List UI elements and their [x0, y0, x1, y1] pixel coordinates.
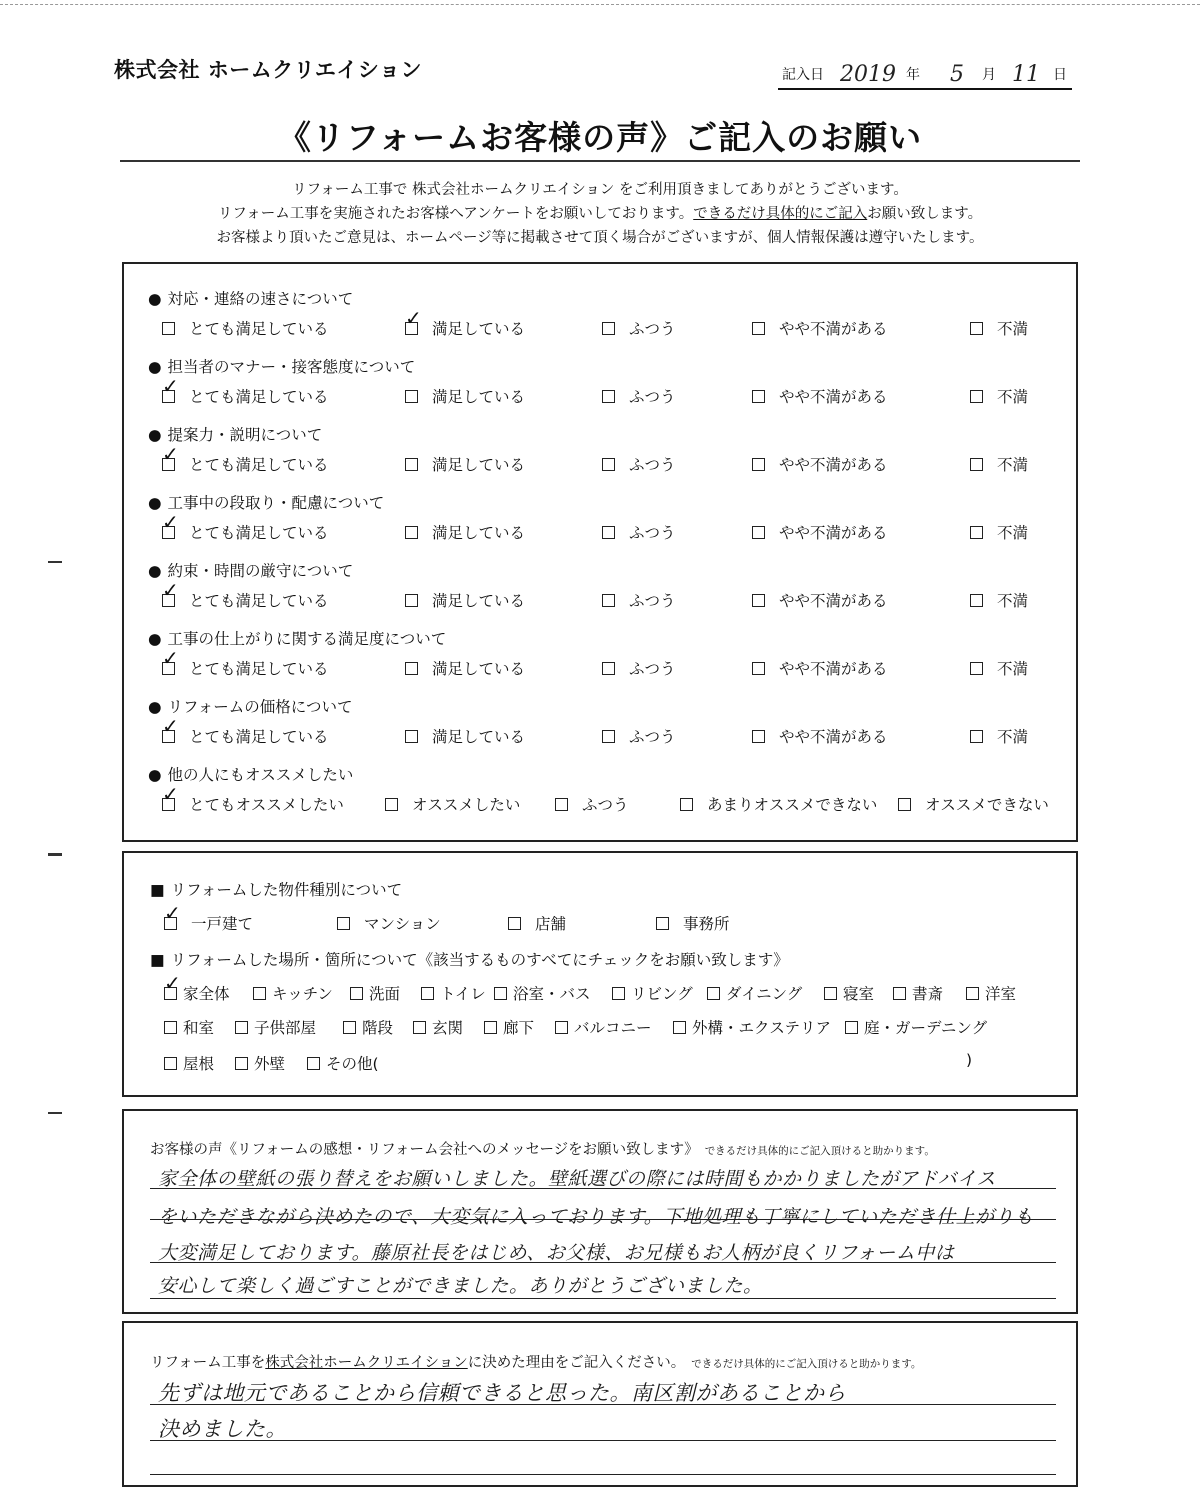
- option-label: 外構・エクステリア: [692, 1019, 832, 1037]
- checked-checkbox[interactable]: [405, 322, 418, 335]
- option-label: 外壁: [254, 1055, 286, 1073]
- scan-mark: [48, 853, 62, 856]
- location-option[interactable]: [164, 982, 230, 1004]
- property-type-title: ■ リフォームした物件種別について: [150, 878, 402, 900]
- checkbox[interactable]: [970, 390, 983, 403]
- checkbox[interactable]: [555, 1021, 568, 1034]
- question-option[interactable]: [162, 793, 344, 815]
- checkbox[interactable]: [405, 526, 418, 539]
- question-option[interactable]: [602, 657, 676, 679]
- option-label: バルコニー: [574, 1019, 652, 1037]
- option-label: 不満: [997, 524, 1029, 542]
- checked-checkbox[interactable]: [164, 987, 177, 1000]
- location-option[interactable]: [824, 982, 874, 1004]
- property-option[interactable]: [164, 912, 253, 934]
- option-label: 洗面: [369, 985, 401, 1003]
- option-label: 家全体: [183, 985, 230, 1003]
- option-label: オススメできない: [925, 796, 1049, 814]
- option-label: 満足している: [432, 660, 526, 678]
- question-title: ● 他の人にもオススメしたい: [148, 763, 353, 785]
- reason-text-line[interactable]: 先ずは地元であることから信頼できると思った。南区割があることから: [158, 1381, 846, 1405]
- scan-top-border: [0, 4, 1200, 5]
- intro-line-2-underlined: できるだけ具体的にご記入: [693, 206, 868, 222]
- option-label: 店舗: [535, 915, 567, 933]
- option-label: ふつう: [629, 320, 676, 338]
- checkbox[interactable]: [235, 1057, 248, 1070]
- question-option[interactable]: [752, 317, 888, 339]
- question-option[interactable]: [680, 793, 877, 815]
- checked-checkbox[interactable]: [164, 917, 177, 930]
- question-option[interactable]: [162, 657, 329, 679]
- checkbox[interactable]: [602, 322, 615, 335]
- option-label: 事務所: [683, 915, 730, 933]
- option-label: リビング: [631, 985, 693, 1003]
- reason-heading-pre: リフォーム工事を: [150, 1355, 266, 1371]
- checkbox[interactable]: [405, 594, 418, 607]
- location-option[interactable]: [164, 1016, 214, 1038]
- question-title: ● 工事の仕上がりに関する満足度について: [148, 627, 446, 649]
- reason-note: できるだけ具体的にご記入頂けると助かります。: [691, 1358, 922, 1370]
- checkbox[interactable]: [385, 798, 398, 811]
- reason-heading-company: 株式会社ホームクリエイション: [265, 1355, 468, 1371]
- option-label: 満足している: [432, 728, 526, 746]
- checkbox[interactable]: [307, 1057, 320, 1070]
- checkbox[interactable]: [707, 987, 720, 1000]
- option-label: とても満足している: [189, 592, 329, 610]
- question-option[interactable]: [405, 725, 525, 747]
- reason-heading-post: に決めた理由をご記入ください。: [467, 1355, 686, 1371]
- location-option[interactable]: [484, 1016, 534, 1038]
- voice-text-line[interactable]: 大変満足しております。藤原社長をはじめ、お父様、お兄様もお人柄が良くリフォーム中は: [158, 1242, 955, 1264]
- checkbox[interactable]: [966, 987, 979, 1000]
- question-option[interactable]: [162, 521, 329, 543]
- question-option[interactable]: [602, 317, 676, 339]
- reason-text-line[interactable]: 決めました。: [158, 1417, 287, 1441]
- option-label: 和室: [183, 1019, 215, 1037]
- checked-checkbox[interactable]: [162, 730, 175, 743]
- option-label: やや不満がある: [779, 728, 888, 746]
- checkbox[interactable]: [162, 322, 175, 335]
- question-option[interactable]: [752, 589, 888, 611]
- option-label: ふつう: [629, 524, 676, 542]
- date-year-unit: 年: [906, 67, 920, 83]
- option-label: 寝室: [843, 985, 875, 1003]
- question-option[interactable]: [752, 453, 888, 475]
- other-close-paren: ): [966, 1051, 973, 1069]
- company-name: 株式会社 ホームクリエイション: [114, 58, 422, 82]
- checkbox[interactable]: [405, 458, 418, 471]
- checkbox[interactable]: [680, 798, 693, 811]
- checked-checkbox[interactable]: [162, 526, 175, 539]
- customer-voice-heading-text: お客様の声《リフォームの感想・リフォーム会社へのメッセージをお願い致します》: [150, 1142, 699, 1158]
- option-label: 洋室: [985, 985, 1017, 1003]
- question-title: ● 対応・連絡の速さについて: [148, 287, 353, 309]
- question-option[interactable]: [752, 385, 888, 407]
- location-option[interactable]: [555, 1016, 652, 1038]
- option-label: ふつう: [629, 592, 676, 610]
- question-option[interactable]: [752, 725, 888, 747]
- checkbox[interactable]: [405, 662, 418, 675]
- checkbox[interactable]: [164, 1057, 177, 1070]
- question-option[interactable]: [405, 589, 525, 611]
- checkbox[interactable]: [612, 987, 625, 1000]
- option-label: とてもオススメしたい: [189, 796, 344, 814]
- checkbox[interactable]: [898, 798, 911, 811]
- question-option[interactable]: [752, 521, 888, 543]
- checkbox[interactable]: [752, 458, 765, 471]
- location-option[interactable]: [253, 982, 333, 1004]
- checkbox[interactable]: [602, 730, 615, 743]
- option-label: やや不満がある: [779, 660, 888, 678]
- checked-checkbox[interactable]: [162, 458, 175, 471]
- option-label: 不満: [997, 320, 1029, 338]
- option-label: 満足している: [432, 456, 526, 474]
- question-title: ● 約束・時間の厳守について: [148, 559, 353, 581]
- intro-line-2-post: お願い致します。: [867, 206, 983, 222]
- option-label: オススメしたい: [412, 796, 521, 814]
- location-option[interactable]: [235, 1016, 316, 1038]
- question-option[interactable]: [162, 453, 329, 475]
- title-divider: [120, 160, 1080, 162]
- checkbox[interactable]: [602, 526, 615, 539]
- checkbox[interactable]: [494, 987, 507, 1000]
- question-option[interactable]: [970, 385, 1028, 407]
- checkbox[interactable]: [343, 1021, 356, 1034]
- option-label: 不満: [997, 660, 1029, 678]
- checkbox[interactable]: [752, 594, 765, 607]
- question-option[interactable]: [602, 385, 676, 407]
- option-label: やや不満がある: [779, 524, 888, 542]
- checkbox[interactable]: [484, 1021, 497, 1034]
- question-option[interactable]: [405, 385, 525, 407]
- question-option[interactable]: [970, 521, 1028, 543]
- location-option[interactable]: [966, 982, 1016, 1004]
- checkbox[interactable]: [845, 1021, 858, 1034]
- option-label: 満足している: [432, 592, 526, 610]
- checked-checkbox[interactable]: [162, 594, 175, 607]
- checkbox[interactable]: [970, 526, 983, 539]
- checkbox[interactable]: [970, 458, 983, 471]
- option-label: 子供部屋: [254, 1019, 317, 1037]
- intro-line-1: リフォーム工事で 株式会社ホームクリエイション をご利用頂きましてありがとうございます。: [292, 182, 908, 198]
- question-option[interactable]: [162, 589, 329, 611]
- option-label: 階段: [362, 1019, 394, 1037]
- option-label: 書斎: [912, 985, 944, 1003]
- checkbox[interactable]: [405, 390, 418, 403]
- intro-line-3: お客様より頂いたご意見は、ホームページ等に掲載させて頂く場合がございますが、個人情報保護は遵守いたします。: [216, 230, 984, 246]
- option-label: あまりオススメできない: [707, 796, 878, 814]
- option-label: とても満足している: [189, 388, 329, 406]
- checkbox[interactable]: [752, 526, 765, 539]
- question-option[interactable]: [602, 725, 676, 747]
- option-label: ふつう: [629, 660, 676, 678]
- option-label: 不満: [997, 456, 1029, 474]
- checkbox[interactable]: [824, 987, 837, 1000]
- option-label: 玄関: [432, 1019, 464, 1037]
- checkbox[interactable]: [555, 798, 568, 811]
- location-option[interactable]: [235, 1052, 285, 1074]
- option-label: ダイニング: [726, 985, 803, 1003]
- checkbox[interactable]: [405, 730, 418, 743]
- option-label: 満足している: [432, 320, 526, 338]
- customer-voice-heading: [150, 1138, 935, 1159]
- option-label: やや不満がある: [779, 388, 888, 406]
- property-option[interactable]: [337, 912, 441, 934]
- location-option[interactable]: [612, 982, 693, 1004]
- date-label: 記入日: [782, 67, 824, 83]
- property-option[interactable]: [656, 912, 730, 934]
- question-title: ● リフォームの価格について: [148, 695, 352, 717]
- checkbox[interactable]: [752, 390, 765, 403]
- checkbox[interactable]: [970, 594, 983, 607]
- checkbox[interactable]: [602, 594, 615, 607]
- option-label: ふつう: [582, 796, 629, 814]
- option-label: ふつう: [629, 456, 676, 474]
- question-option[interactable]: [970, 657, 1028, 679]
- option-label: キッチン: [272, 985, 333, 1003]
- voice-text-line[interactable]: 安心して楽しく過ごすことができました。ありがとうございました。: [158, 1275, 763, 1297]
- option-label: 不満: [997, 728, 1029, 746]
- question-option[interactable]: [970, 453, 1028, 475]
- checkbox[interactable]: [752, 322, 765, 335]
- question-option[interactable]: [405, 453, 525, 475]
- checked-checkbox[interactable]: [162, 798, 175, 811]
- voice-text-line[interactable]: をいただきながら決めたので、大変気に入っております。下地処理も丁寧にしていただき仕上がりも: [158, 1206, 1034, 1228]
- scan-mark: [48, 1112, 62, 1114]
- question-option[interactable]: [405, 657, 525, 679]
- date-month: 5: [950, 62, 964, 87]
- question-option[interactable]: [602, 453, 676, 475]
- option-label: とても満足している: [189, 728, 329, 746]
- checkbox[interactable]: [752, 730, 765, 743]
- question-option[interactable]: [970, 589, 1028, 611]
- question-option[interactable]: [162, 385, 329, 407]
- intro-line-2-pre: リフォーム工事を実施されたお客様へアンケートをお願いしております。: [217, 206, 694, 222]
- option-label: 不満: [997, 388, 1029, 406]
- checkbox[interactable]: [337, 917, 350, 930]
- property-option[interactable]: [508, 912, 566, 934]
- question-option[interactable]: [555, 793, 629, 815]
- location-option[interactable]: [421, 982, 486, 1004]
- option-label: 庭・ガーデニング: [864, 1019, 988, 1037]
- question-option[interactable]: [970, 725, 1028, 747]
- location-option[interactable]: [307, 1052, 379, 1074]
- question-option[interactable]: [602, 521, 676, 543]
- location-option[interactable]: [164, 1052, 214, 1074]
- question-title: ● 提案力・説明について: [148, 423, 322, 445]
- checkbox[interactable]: [656, 917, 669, 930]
- checkbox[interactable]: [253, 987, 266, 1000]
- checkbox[interactable]: [673, 1021, 686, 1034]
- checkbox[interactable]: [893, 987, 906, 1000]
- option-label: 一戸建て: [191, 915, 254, 933]
- option-label: 浴室・バス: [513, 985, 591, 1003]
- option-label: 屋根: [183, 1055, 215, 1073]
- checkbox[interactable]: [235, 1021, 248, 1034]
- checkbox[interactable]: [970, 662, 983, 675]
- intro-line-2: [100, 202, 1100, 223]
- question-option[interactable]: [405, 317, 525, 339]
- customer-voice-note: できるだけ具体的にご記入頂けると助かります。: [704, 1145, 935, 1157]
- location-option[interactable]: [413, 1016, 463, 1038]
- question-title: ● 工事中の段取り・配慮について: [148, 491, 384, 513]
- option-label: とても満足している: [189, 320, 329, 338]
- option-label: ふつう: [629, 388, 676, 406]
- checkbox[interactable]: [350, 987, 363, 1000]
- option-label: 満足している: [432, 524, 526, 542]
- location-option[interactable]: [494, 982, 591, 1004]
- location-title: ■ リフォームした場所・箇所について《該当するものすべてにチェックをお願い致します》: [150, 948, 789, 970]
- checkbox[interactable]: [752, 662, 765, 675]
- date-day: 11: [1012, 62, 1040, 87]
- question-option[interactable]: [162, 725, 329, 747]
- checkbox[interactable]: [602, 390, 615, 403]
- question-option[interactable]: [602, 589, 676, 611]
- location-option[interactable]: [350, 982, 400, 1004]
- option-label: その他(: [326, 1055, 379, 1073]
- location-option[interactable]: [673, 1016, 831, 1038]
- checkbox[interactable]: [970, 322, 983, 335]
- option-label: 廊下: [503, 1019, 535, 1037]
- location-option[interactable]: [845, 1016, 987, 1038]
- option-label: マンション: [364, 915, 441, 933]
- option-label: とても満足している: [189, 524, 329, 542]
- question-title: ● 担当者のマナー・接客態度について: [148, 355, 415, 377]
- option-label: とても満足している: [189, 456, 329, 474]
- option-label: とても満足している: [189, 660, 329, 678]
- scan-mark: [48, 561, 62, 563]
- option-label: やや不満がある: [779, 320, 888, 338]
- checkbox[interactable]: [602, 662, 615, 675]
- checked-checkbox[interactable]: [162, 390, 175, 403]
- date-year: 2019: [840, 62, 896, 87]
- checkbox[interactable]: [508, 917, 521, 930]
- option-label: ふつう: [629, 728, 676, 746]
- voice-rule-4: [150, 1298, 1056, 1299]
- option-label: 満足している: [432, 388, 526, 406]
- question-option[interactable]: [752, 657, 888, 679]
- location-option[interactable]: [893, 982, 943, 1004]
- checkbox[interactable]: [413, 1021, 426, 1034]
- reason-heading: [150, 1351, 921, 1372]
- question-option[interactable]: [898, 793, 1049, 815]
- question-option[interactable]: [405, 521, 525, 543]
- reason-rule-3: [150, 1474, 1056, 1475]
- location-option[interactable]: [343, 1016, 393, 1038]
- checkbox[interactable]: [421, 987, 434, 1000]
- voice-text-line[interactable]: 家全体の壁紙の張り替えをお願いしました。壁紙選びの際には時間もかかりましたがアドバイス: [158, 1168, 996, 1190]
- question-option[interactable]: [385, 793, 520, 815]
- option-label: やや不満がある: [779, 592, 888, 610]
- date-field[interactable]: [778, 60, 1072, 90]
- question-option[interactable]: [970, 317, 1028, 339]
- checkbox[interactable]: [602, 458, 615, 471]
- checked-checkbox[interactable]: [162, 662, 175, 675]
- date-day-unit: 日: [1053, 67, 1067, 83]
- page-title: 《リフォームお客様の声》ご記入のお願い: [277, 118, 923, 157]
- satisfaction-survey-box: [122, 262, 1078, 842]
- option-label: やや不満がある: [779, 456, 888, 474]
- question-option[interactable]: [162, 317, 329, 339]
- date-month-unit: 月: [982, 67, 996, 83]
- checkbox[interactable]: [970, 730, 983, 743]
- option-label: トイレ: [440, 985, 486, 1003]
- location-option[interactable]: [707, 982, 802, 1004]
- checkbox[interactable]: [164, 1021, 177, 1034]
- option-label: 不満: [997, 592, 1029, 610]
